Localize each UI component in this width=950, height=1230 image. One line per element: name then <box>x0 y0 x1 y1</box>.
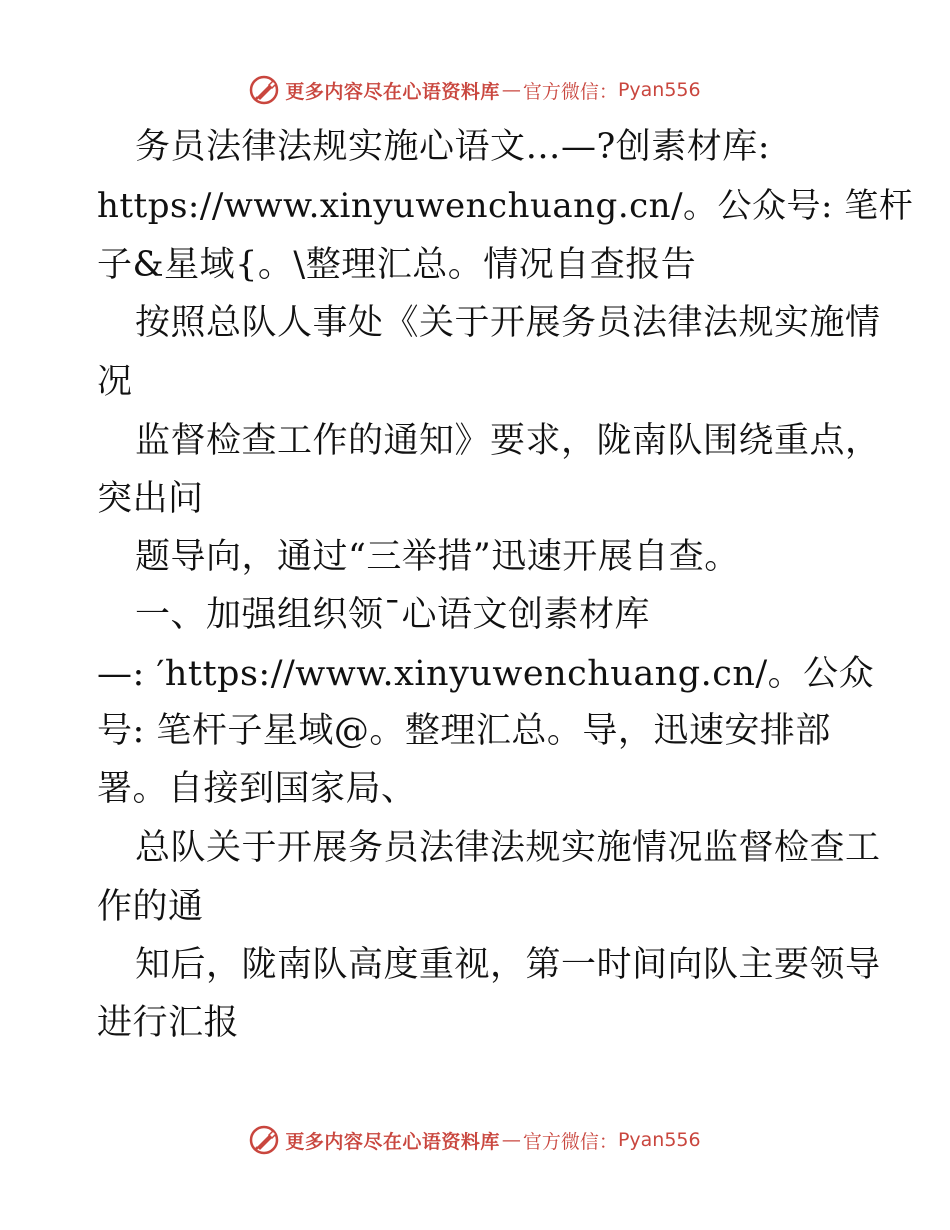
body-line: 进行汇报 <box>97 1003 240 1043</box>
pen-logo-icon <box>249 1125 279 1155</box>
banner-title: 更多内容尽在心语资料库 <box>285 80 500 103</box>
body-line: 子&星域{。\整理汇总。情况自查报告 <box>97 245 697 285</box>
banner-title: 更多内容尽在心语资料库 <box>285 1130 500 1153</box>
banner-wechat-id: Pyan556 <box>617 79 701 101</box>
body-line: —: ′https://www.xinyuwenchuang.cn/。公众 <box>97 654 875 694</box>
banner-dash: — <box>501 79 521 101</box>
body-line: 总队关于开展务员法律法规实施情况监督检查工 <box>135 828 881 868</box>
body-line: 署。自接到国家局、 <box>97 769 417 809</box>
banner-wechat-label: 官方微信： <box>522 1130 618 1153</box>
body-line: 作的通 <box>97 887 204 927</box>
body-line: 按照总队人事处《关于开展务员法律法规实施情 <box>135 303 881 343</box>
header-banner <box>0 70 950 110</box>
banner-wechat-label: 官方微信： <box>522 80 618 103</box>
body-line: 知后，陇南队高度重视，第一时间向队主要领导 <box>135 945 881 985</box>
banner-dash: — <box>501 1129 521 1151</box>
banner-wechat-id: Pyan556 <box>617 1129 701 1151</box>
body-line: 号: 笔杆子星域@。整理汇总。导，迅速安排部 <box>97 711 831 751</box>
body-line: 突出问 <box>97 479 204 519</box>
body-line: https://www.xinyuwenchuang.cn/。公众号: 笔杆 <box>97 186 914 226</box>
body-line: 况 <box>97 362 133 402</box>
body-line: 一、加强组织领¯心语文创素材库 <box>135 595 651 635</box>
pen-logo-icon <box>249 75 279 105</box>
body-line: 题导向，通过“三举措”迅速开展自查。 <box>135 537 740 577</box>
body-line: 监督检查工作的通知》要求，陇南队围绕重点， <box>135 421 881 461</box>
body-line: 务员法律法规实施心语文…—?创素材库: <box>135 127 771 167</box>
footer-banner <box>0 1120 950 1160</box>
